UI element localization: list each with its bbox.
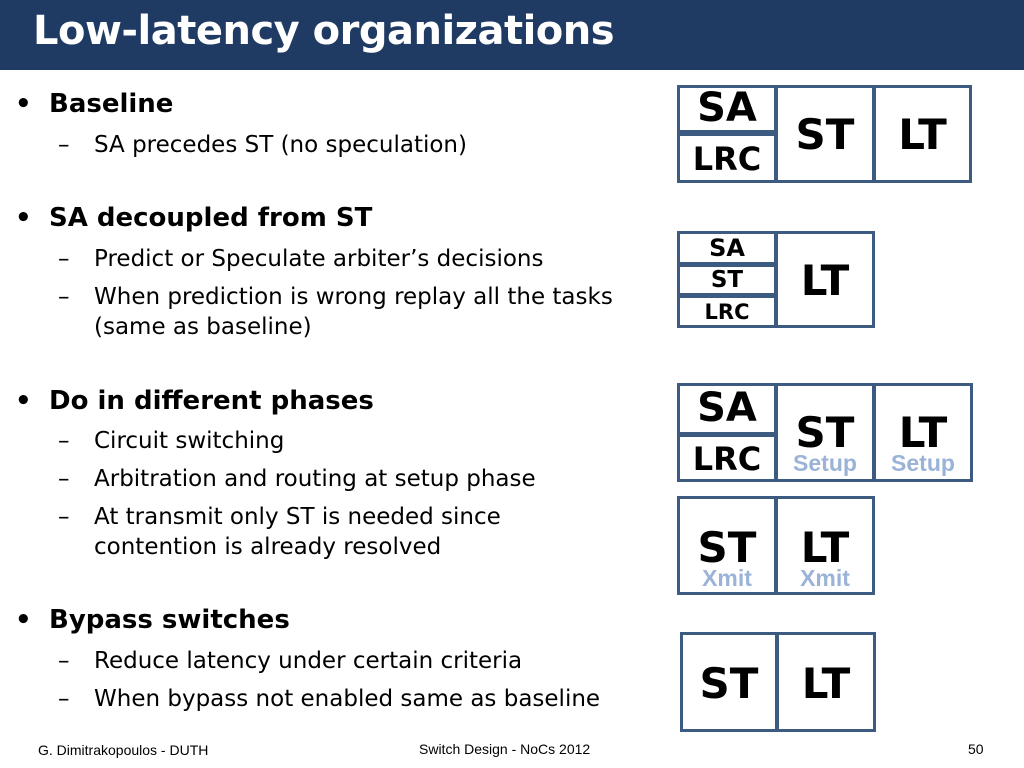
- phase-label-xmit: Xmit: [702, 565, 752, 591]
- phase-label-setup: Setup: [793, 450, 857, 476]
- stage-sa: SA: [677, 231, 777, 265]
- stage-lt: LT: [775, 231, 875, 328]
- stage-lrc: LRC: [677, 434, 777, 482]
- footer-title: Switch Design - NoCs 2012: [419, 741, 591, 757]
- title-bar: [0, 0, 1024, 70]
- bullet-title: Baseline: [49, 89, 174, 119]
- stage-st: ST: [775, 85, 875, 183]
- bullet-title: Bypass switches: [49, 605, 290, 635]
- bullet-dot: •: [15, 386, 32, 416]
- footer-author: G. Dimitrakopoulos - DUTH: [38, 742, 209, 758]
- phase-label-setup: Setup: [891, 450, 955, 476]
- page-number: 50: [968, 741, 984, 757]
- stage-lt: LT Xmit: [775, 496, 875, 595]
- stage-st: ST Xmit: [677, 496, 777, 595]
- stage-st: ST Setup: [775, 383, 875, 482]
- bullet-dot: •: [15, 89, 32, 119]
- dash-mark: –: [58, 428, 70, 454]
- slide-title: Low-latency organizations: [33, 8, 615, 54]
- stage-lt: LT: [873, 85, 972, 183]
- stage-st: ST: [680, 632, 778, 732]
- dash-mark: –: [58, 466, 70, 492]
- bullet-dot: •: [15, 605, 32, 635]
- stage-lrc: LRC: [677, 295, 777, 328]
- phase-label-xmit: Xmit: [800, 565, 850, 591]
- stage-lrc: LRC: [677, 133, 777, 183]
- dash-mark: –: [58, 284, 70, 310]
- stage-sa: SA: [677, 383, 777, 435]
- dash-mark: –: [58, 686, 70, 712]
- dash-mark: –: [58, 648, 70, 674]
- dash-mark: –: [58, 504, 70, 530]
- bullet-title: Do in different phases: [49, 386, 374, 416]
- bullet-title: SA decoupled from ST: [49, 203, 373, 233]
- dash-mark: –: [58, 132, 70, 158]
- stage-lt: LT Setup: [873, 383, 973, 482]
- stage-st: ST: [677, 264, 777, 296]
- stage-sa: SA: [677, 85, 777, 133]
- dash-mark: –: [58, 246, 70, 272]
- bullet-dot: •: [15, 203, 32, 233]
- stage-lt: LT: [776, 632, 876, 732]
